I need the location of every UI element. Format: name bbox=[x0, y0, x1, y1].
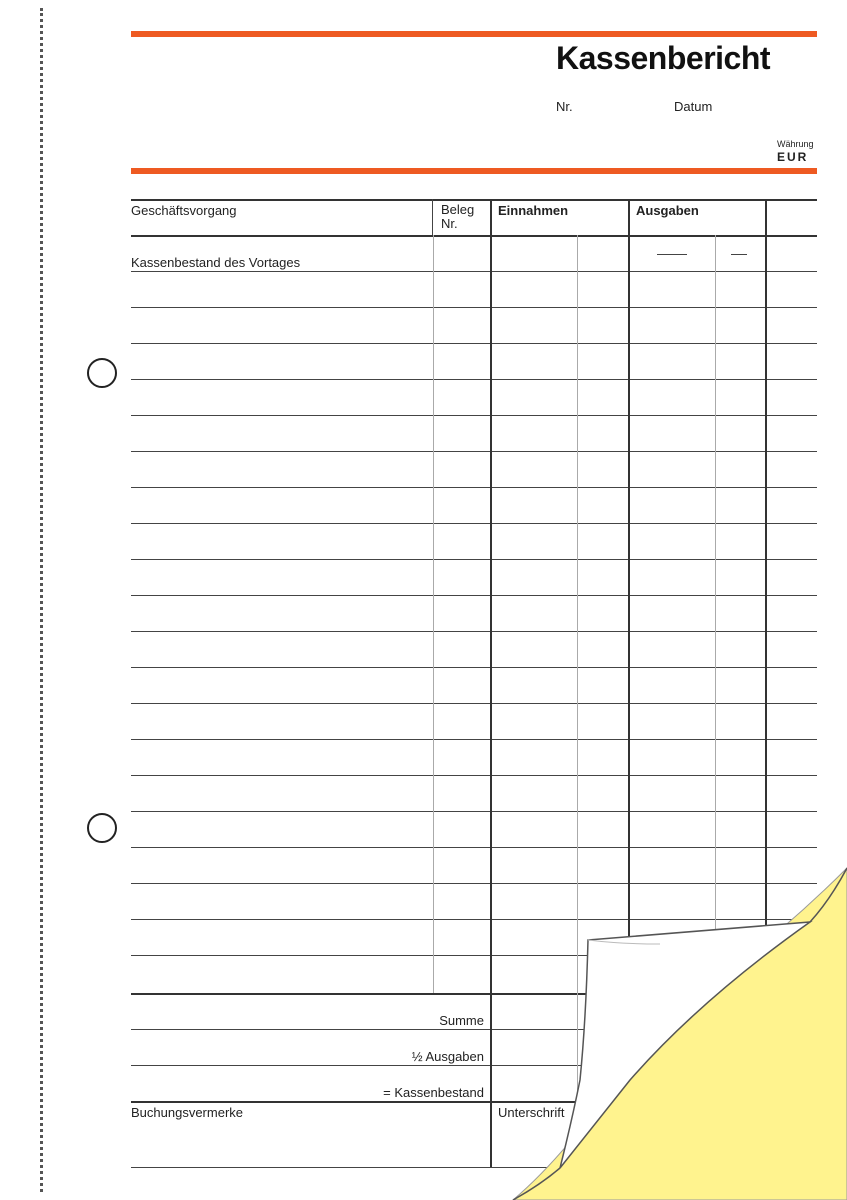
nr-label: Nr. bbox=[556, 99, 573, 114]
datum-label: Datum bbox=[674, 99, 713, 114]
kassenbestand-label: = Kassenbestand bbox=[383, 1085, 484, 1100]
buchungsvermerke-label: Buchungsvermerke bbox=[131, 1105, 243, 1120]
col-header-beleg: Beleg Nr. bbox=[441, 202, 475, 231]
summe-label: Summe bbox=[439, 1013, 484, 1028]
col-header-ausgaben: Ausgaben bbox=[636, 203, 699, 218]
waehrung-label: Währung bbox=[777, 139, 814, 149]
first-row-label: Kassenbestand des Vortages bbox=[131, 255, 301, 270]
col-header-einnahmen: Einnahmen bbox=[498, 203, 569, 218]
unterschrift-label: Unterschrift bbox=[498, 1105, 565, 1120]
col-header-vorgang: Geschäftsvorgang bbox=[131, 203, 237, 218]
yellow-copy-sheet bbox=[513, 868, 847, 1200]
form-title: Kassenbericht bbox=[556, 40, 771, 76]
currency-code: EUR bbox=[777, 150, 809, 164]
ausgaben-label: ½ Ausgaben bbox=[411, 1049, 484, 1064]
